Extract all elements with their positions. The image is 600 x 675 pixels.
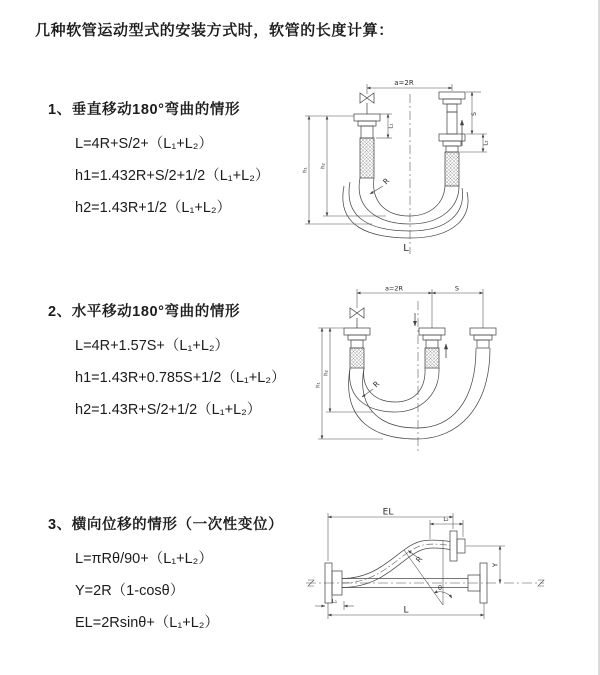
middle-fitting bbox=[419, 328, 445, 368]
formula-line: h2=1.43R+1/2（L₁+L₂） bbox=[75, 200, 232, 216]
formula-line: Y=2R（1-cosθ） bbox=[75, 583, 185, 599]
section-2-heading: 2、水平移动180°弯曲的情形 bbox=[48, 304, 241, 320]
hose-arc bbox=[349, 348, 490, 439]
diagram-labels bbox=[303, 79, 490, 254]
dim-label-h1: h₁ bbox=[302, 167, 309, 173]
section-vertical-movement bbox=[48, 98, 269, 224]
diagram-labels bbox=[316, 285, 460, 389]
braid-section bbox=[445, 152, 459, 186]
section-horizontal-movement bbox=[48, 300, 285, 426]
section-1-heading: 1、垂直移动180°弯曲的情形 bbox=[48, 102, 241, 118]
dimension-lines bbox=[315, 513, 505, 619]
dim-label-s: S bbox=[454, 285, 460, 293]
valve-icon bbox=[350, 308, 364, 318]
hose-curve-centerline bbox=[342, 544, 450, 583]
dim-label-s: S bbox=[471, 112, 478, 116]
formula-line: h2=1.43R+S/2+1/2（L₁+L₂） bbox=[75, 402, 262, 418]
hose-arc bbox=[343, 186, 468, 238]
dim-label-l1: L₁ bbox=[331, 599, 338, 605]
section-3-heading: 3、横向位移的情形（一次性变位） bbox=[48, 517, 284, 533]
dim-label-h2: h₂ bbox=[320, 163, 327, 169]
dimension-lines bbox=[302, 84, 487, 224]
dim-label-span: a=2R bbox=[394, 79, 414, 87]
theta-label: θ bbox=[438, 584, 442, 592]
radius-label: R bbox=[381, 176, 392, 187]
section-2-formulas bbox=[75, 330, 285, 426]
section-1-formulas bbox=[75, 128, 269, 224]
dim-label-l2: L₂ bbox=[483, 140, 490, 146]
formula-line: L=4R+1.57S+（L₁+L₂） bbox=[75, 338, 230, 354]
formula-line: h1=1.43R+0.785S+1/2（L₁+L₂） bbox=[75, 370, 286, 386]
dim-label-span: a=2R bbox=[384, 285, 404, 293]
section-3-formulas bbox=[75, 543, 283, 639]
valve-icon bbox=[360, 93, 374, 103]
dim-label-h1: h₁ bbox=[315, 382, 322, 388]
braid-section bbox=[425, 348, 439, 368]
dim-label-l2: L₂ bbox=[443, 517, 449, 523]
dim-label-el: EL bbox=[382, 507, 394, 518]
diagram-lateral-displacement bbox=[300, 503, 550, 643]
diagram-labels bbox=[332, 508, 500, 616]
page-title: 几种软管运动型式的安装方式时，软管的长度计算： bbox=[35, 22, 394, 39]
radius-label: R bbox=[413, 554, 425, 565]
right-fitting bbox=[439, 92, 465, 186]
diagram-horizontal-180-bend bbox=[315, 285, 535, 460]
length-label: L bbox=[403, 243, 409, 254]
formula-line: h1=1.432R+S/2+1/2（L₁+L₂） bbox=[75, 168, 270, 184]
theta-diagonal bbox=[404, 550, 443, 605]
hose-arc bbox=[359, 178, 459, 224]
hose-curve bbox=[342, 540, 450, 578]
dim-label-y: Y bbox=[491, 562, 500, 568]
dim-label-h2: h₂ bbox=[323, 370, 330, 376]
diagram-vertical-180-bend bbox=[300, 70, 530, 265]
dimension-lines bbox=[315, 289, 483, 439]
formula-line: L=πRθ/90+（L₁+L₂） bbox=[75, 551, 213, 567]
length-label: L bbox=[403, 605, 409, 616]
braid-section bbox=[350, 348, 364, 368]
dim-label-l1: L₁ bbox=[388, 123, 395, 129]
right-fitting bbox=[470, 328, 496, 348]
section-lateral-displacement bbox=[48, 513, 283, 639]
hose-curve bbox=[342, 548, 450, 588]
formula-line: EL=2Rsinθ+（L₁+L₂） bbox=[75, 615, 219, 631]
left-fitting bbox=[344, 328, 370, 368]
formula-line: L=4R+S/2+（L₁+L₂） bbox=[75, 136, 213, 152]
braid-section bbox=[360, 138, 374, 178]
hose-arc bbox=[363, 348, 476, 428]
radius-label: R bbox=[371, 379, 382, 390]
left-fitting bbox=[354, 114, 380, 178]
